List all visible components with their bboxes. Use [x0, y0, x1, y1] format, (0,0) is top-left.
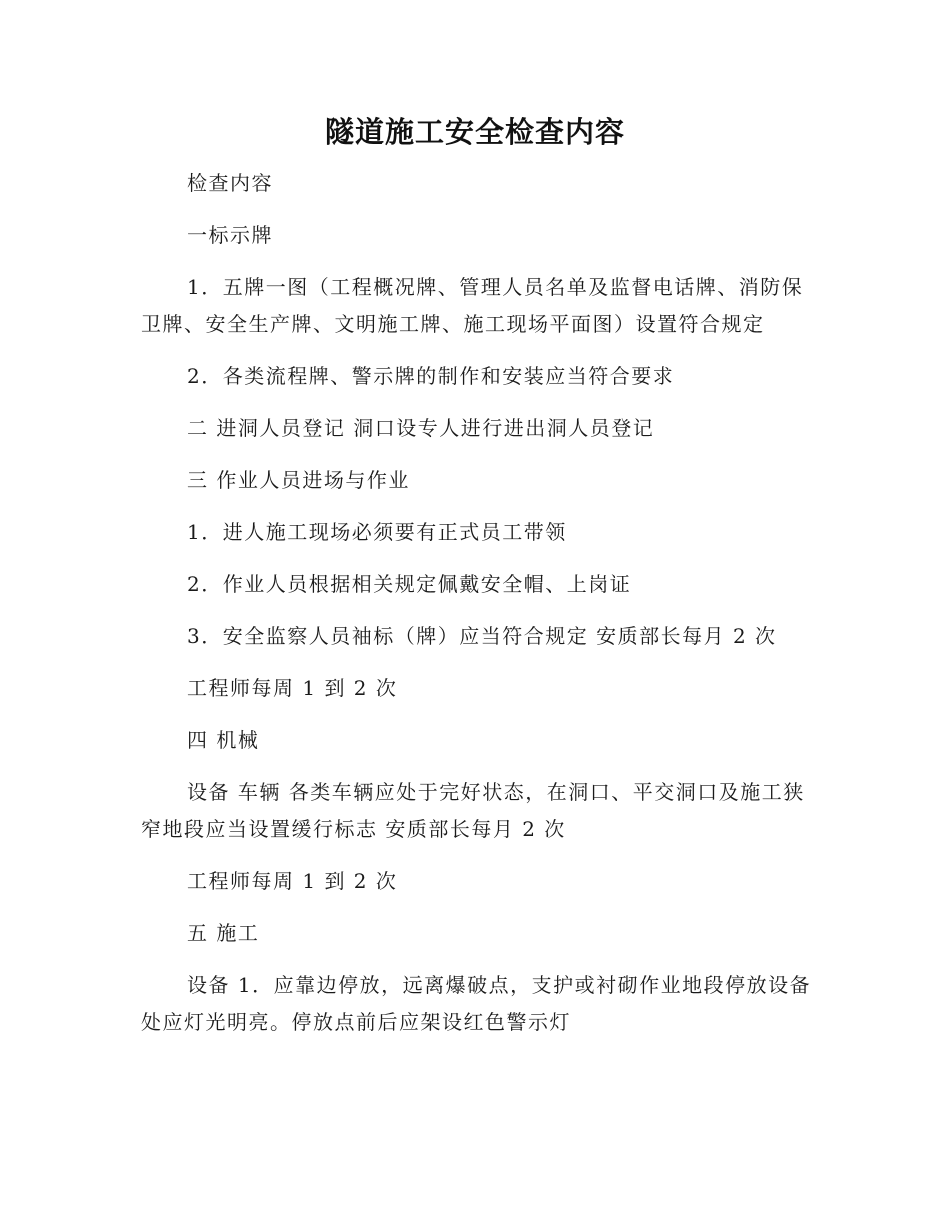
section-3-item-1: 1．进人施工现场必须要有正式员工带领 [187, 520, 567, 544]
section-5-item-1: 设备 1．应靠边停放，远离爆破点，支护或衬砌作业地段停放设备处应灯光明亮。停放点前后应架设红色警示灯 [141, 973, 812, 1034]
section-4-heading: 四 机械 [187, 728, 260, 752]
section-5-heading: 五 施工 [187, 921, 260, 945]
section-1-item-2: 2．各类流程牌、警示牌的制作和安装应当符合要求 [187, 364, 675, 388]
section-4-engineer-frequency: 工程师每周 1 到 2 次 [187, 869, 398, 893]
section-3-item-2: 2．作业人员根据相关规定佩戴安全帽、上岗证 [187, 572, 632, 596]
paragraph-heading-check-content: 检查内容 [187, 171, 273, 195]
document-title: 隧道施工安全检查内容 [324, 115, 625, 149]
section-3-heading: 三 作业人员进场与作业 [187, 468, 410, 492]
section-3-engineer-frequency: 工程师每周 1 到 2 次 [187, 676, 398, 700]
section-4-item-vehicles: 设备 车辆 各类车辆应处于完好状态，在洞口、平交洞口及施工狭窄地段应当设置缓行标志 安质部长每月 2 次 [141, 780, 805, 841]
section-1-item-1: 1．五牌一图（工程概况牌、管理人员名单及监督电话牌、消防保卫牌、安全生产牌、文明施工牌、施工现场平面图）设置符合规定 [141, 275, 804, 336]
section-1-heading: 一标示牌 [187, 223, 273, 247]
document-body [141, 165, 816, 1056]
section-2-heading: 二 进洞人员登记 洞口设专人进行进出洞人员登记 [187, 416, 655, 440]
section-3-item-3: 3．安全监察人员袖标（牌）应当符合规定 安质部长每月 2 次 [187, 624, 777, 648]
